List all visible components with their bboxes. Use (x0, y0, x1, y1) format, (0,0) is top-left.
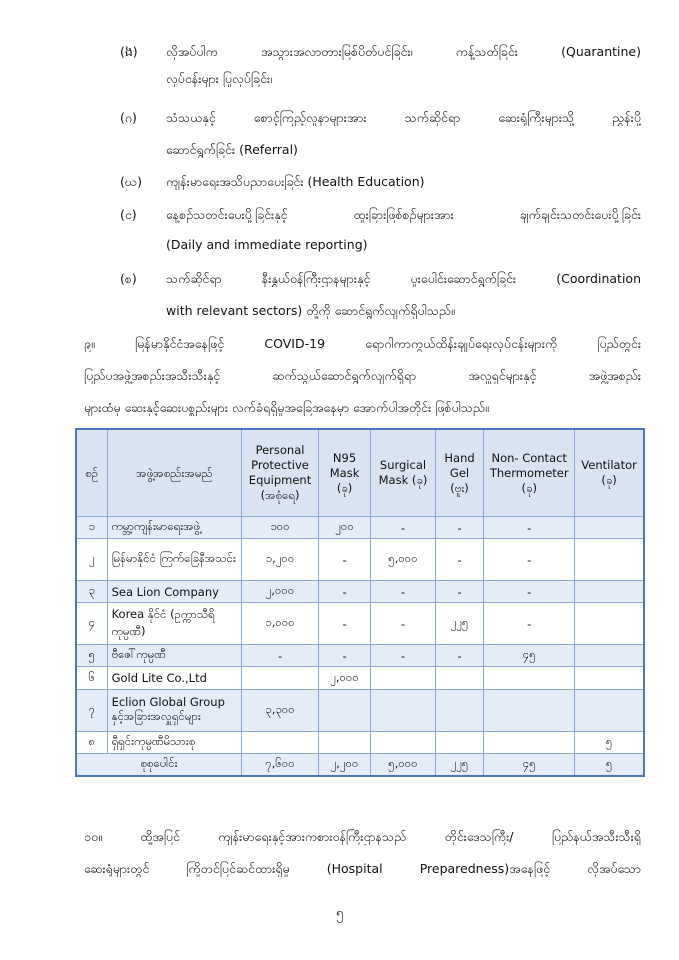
list-item-line: with relevant sectors) တို့ကို ဆောင်ရွက်လျက်ရှိပါသည်။ (166, 303, 455, 318)
cell-gel: ၂၂၅ (435, 603, 484, 645)
table-row (76, 732, 644, 754)
cell-name: ကမ္ဘာ့ကျန်းမာရေးအဖွဲ့ (107, 517, 242, 539)
donations-table (75, 428, 645, 777)
cell-ppe: - (242, 645, 319, 667)
paragraph-line: များထံမှ ဆေးနှင့်ဆေးပစ္စည်းများ လက်ခံရရှိမှုအခြေအနေမှာ အောက်ပါအတိုင်း ဖြစ်ပါသည်။ (84, 400, 489, 415)
total-ppe: ၇,၆၀၀ (242, 754, 319, 777)
cell-surgical: ၅,၀၀၀ (371, 539, 436, 581)
cell-gel (435, 667, 484, 690)
cell-ppe: ၂,၀၀၀ (242, 581, 319, 603)
total-gel: ၂၂၅ (435, 754, 484, 777)
cell-gel (435, 690, 484, 732)
header-n95: N95 Mask (ခု) (318, 429, 370, 517)
cell-n95: - (318, 539, 370, 581)
table-row (76, 645, 644, 667)
cell-surgical: - (371, 517, 436, 539)
cell-vent (575, 645, 644, 667)
total-n95: ၂,၂၀၀ (318, 754, 370, 777)
header-ppe: Personal Protective Equipment (အစုံရေ) (242, 429, 319, 517)
cell-name: Eclion Global Group နှင့်အခြားအလှူရှင်များ (107, 690, 242, 732)
cell-name: မြန်မာနိုင်ငံ ကြက်ခြေနီအသင်း (107, 539, 242, 581)
total-vent: ၅ (575, 754, 644, 777)
cell-vent (575, 539, 644, 581)
cell-vent (575, 667, 644, 690)
cell-surgical: - (371, 603, 436, 645)
table-row (76, 539, 644, 581)
cell-vent (575, 517, 644, 539)
cell-ppe: ၁၀၀ (242, 517, 319, 539)
list-item-number: (င) (120, 207, 137, 222)
table-row (76, 690, 644, 732)
list-item-number: (စ) (120, 271, 137, 286)
paragraph-line: ၉။ မြန်မာနိုင်ငံအနေဖြင့် COVID-19 ရောဂါကာကွယ်ထိန်းချုပ်ရေးလုပ်ငန်းများကို ပြည်တွင်း (84, 336, 641, 351)
cell-surgical: - (371, 581, 436, 603)
header-thermometer: Non- Contact Thermometer (ခု) (484, 429, 575, 517)
list-item-line: လိုအပ်ပါက အသွားအလာတားမြစ်ပိတ်ပင်ခြင်း၊ ကန့်သတ်ခြင်း (Quarantine) (166, 44, 641, 59)
cell-ppe (242, 667, 319, 690)
cell-thermo (484, 690, 575, 732)
cell-n95: - (318, 603, 370, 645)
cell-n95 (318, 690, 370, 732)
table-row (76, 603, 644, 645)
cell-gel (435, 732, 484, 754)
paragraph-line: ၁၀။ ထို့အပြင် ကျန်းမာရေးနှင့်အားကစားဝန်ကြီးဌာနသည် တိုင်းဒေသကြီး/ ပြည်နယ်အသီးသီးရှိ (84, 829, 641, 844)
page-number: ၅ (335, 906, 344, 921)
cell-no: ၂ (76, 539, 107, 581)
list-item-line: လုပ်ငန်းများ ပြုလုပ်ခြင်း၊ (166, 71, 273, 86)
list-item (0, 44, 679, 84)
cell-n95: ၂,၀၀၀ (318, 667, 370, 690)
cell-n95: ၂၀၀ (318, 517, 370, 539)
cell-gel: - (435, 645, 484, 667)
cell-thermo: - (484, 581, 575, 603)
list-item (0, 207, 679, 252)
list-item-number: (ង) (120, 44, 138, 59)
cell-name: ရှီရှင်းကုမ္ပဏီမိသားစု (107, 732, 242, 754)
cell-thermo (484, 732, 575, 754)
header-hand-gel: Hand Gel (ဗူး) (435, 429, 484, 517)
cell-n95: - (318, 645, 370, 667)
cell-name: ဗီဇေါ်ကုမ္ပဏီ (107, 645, 242, 667)
total-label: စုစုပေါင်း (76, 754, 242, 777)
cell-thermo: ၄၅ (484, 645, 575, 667)
cell-no: ၇ (76, 690, 107, 732)
cell-name: Gold Lite Co.,Ltd (107, 667, 242, 690)
table-row (76, 517, 644, 539)
list-item (0, 174, 679, 194)
cell-n95: - (318, 581, 370, 603)
paragraph-line: ဆေးရုံများတွင် ကြိုတင်ပြင်ဆင်ထားရှိမှု (Hospital Preparedness)အနေဖြင့် လိုအပ်သော (84, 861, 641, 876)
cell-thermo: - (484, 539, 575, 581)
list-item-line: သံသယနှင့် စောင့်ကြည့်လူနာများအား သက်ဆိုင်ရာ ဆေးရုံကြီးများသို့ ညွှန်းပို့ (166, 110, 641, 125)
cell-n95 (318, 732, 370, 754)
header-ventilator: Ventilator (ခု) (575, 429, 644, 517)
list-item-line: (Daily and immediate reporting) (166, 237, 368, 252)
cell-vent: ၅ (575, 732, 644, 754)
table-header-row (76, 429, 644, 517)
cell-no: ၃ (76, 581, 107, 603)
header-no: စဉ် (76, 429, 107, 517)
list-item (0, 110, 679, 157)
table-total-row (76, 754, 644, 777)
cell-no: ၁ (76, 517, 107, 539)
table-row (76, 581, 644, 603)
cell-name: Sea Lion Company (107, 581, 242, 603)
cell-vent (575, 690, 644, 732)
cell-thermo: - (484, 603, 575, 645)
cell-no: ၈ (76, 732, 107, 754)
total-thermo: ၄၅ (484, 754, 575, 777)
cell-surgical (371, 667, 436, 690)
list-item-line: သက်ဆိုင်ရာ နီးနွှယ်ဝန်ကြီးဌာနများနှင့် ပူးပေါင်းဆောင်ရွက်ခြင်း (Coordination (166, 271, 641, 286)
list-item-line: ကျန်းမာရေးအသိပညာပေးခြင်း (Health Education) (166, 174, 425, 189)
cell-no: ၄ (76, 603, 107, 645)
cell-ppe: ၁,၀၀၀ (242, 603, 319, 645)
cell-name: Korea နိုင်ငံ (ဥက္ကာသီရိကုမ္ပဏီ) (107, 603, 242, 645)
cell-ppe: ၃,၃၀၀ (242, 690, 319, 732)
cell-no: ၆ (76, 667, 107, 690)
header-organization: အဖွဲ့အစည်းအမည် (107, 429, 242, 517)
cell-vent (575, 603, 644, 645)
cell-surgical (371, 732, 436, 754)
cell-ppe: ၁,၂၀၀ (242, 539, 319, 581)
cell-no: ၅ (76, 645, 107, 667)
cell-thermo (484, 667, 575, 690)
cell-ppe (242, 732, 319, 754)
total-surgical: ၅,၀၀၀ (371, 754, 436, 777)
list-item-number: (ဂ) (120, 110, 137, 125)
cell-surgical: - (371, 645, 436, 667)
table-row (76, 667, 644, 690)
cell-vent (575, 581, 644, 603)
cell-thermo: - (484, 517, 575, 539)
cell-gel: - (435, 539, 484, 581)
header-surgical-mask: Surgical Mask (ခု) (371, 429, 436, 517)
list-item-line: ဆောင်ရွက်ခြင်း (Referral) (166, 142, 298, 157)
list-item (0, 271, 679, 318)
cell-surgical (371, 690, 436, 732)
list-item-line: နေ့စဉ်သတင်းပေးပို့ခြင်းနှင့် ထူးခြားဖြစ်စဉ်များအား ချက်ချင်းသတင်းပေးပို့ခြင်း (166, 207, 641, 222)
paragraph-line: ပြည်ပအဖွဲ့အစည်းအသီးသီးနှင့် ဆက်သွယ်ဆောင်ရွက်လျက်ရှိရာ အလှူရှင်များနှင့် အဖွဲ့အစည်း (84, 368, 641, 383)
cell-gel: - (435, 581, 484, 603)
list-item-number: (ဃ) (120, 174, 142, 189)
cell-gel: - (435, 517, 484, 539)
